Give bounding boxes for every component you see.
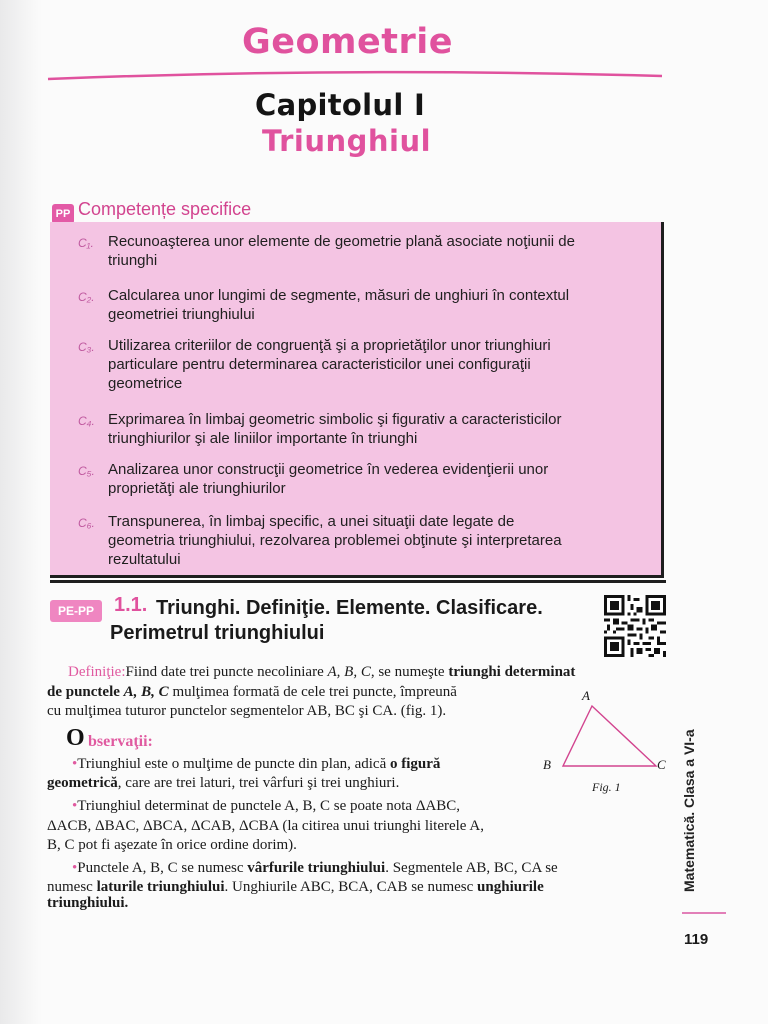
text: de punctele xyxy=(47,684,124,700)
observation-3-line-3 xyxy=(47,894,128,913)
vertex-label-c: C xyxy=(657,757,666,772)
observations-label: bservaţii: xyxy=(88,733,153,750)
text-line: rezultatului xyxy=(108,551,181,568)
observation-1-line-1 xyxy=(72,755,440,774)
competenta-number: C₅. xyxy=(78,464,95,478)
text: , care are trei laturi, trei vârfuri şi trei unghiuri. xyxy=(117,775,400,791)
competenta-text xyxy=(108,512,648,569)
text-line: triunghiurilor şi ale liniilor importante în triunghi xyxy=(108,430,418,447)
text-line: Recunoaşterea unor elemente de geometrie plană asociate noţiunii de xyxy=(108,233,575,250)
text-line: Utilizarea criteriilor de congruenţă şi a proprietăţilor unor triunghiuri xyxy=(108,337,551,354)
vertex-label-a: A xyxy=(582,688,590,703)
text: A, B, C xyxy=(123,684,169,700)
page-binding-edge xyxy=(0,0,42,1024)
text: Triunghiul determinat de punctele A, B, C se poate nota ΔABC, xyxy=(77,798,461,814)
chapter-subtitle: Triunghiul xyxy=(262,124,432,158)
text: Punctele A, B, C se numesc xyxy=(77,860,248,876)
bullet-icon: • xyxy=(72,798,78,814)
observation-3-line-1 xyxy=(72,859,558,878)
page-number: 119 xyxy=(684,931,709,948)
competenta-text xyxy=(108,460,648,498)
competenta-number: C₂. xyxy=(78,290,95,304)
competenta-text xyxy=(108,336,648,393)
figure-caption: Fig. 1 xyxy=(592,780,621,794)
bullet-icon: • xyxy=(72,756,78,772)
observation-1-line-2 xyxy=(47,774,399,793)
text: vârfurile triunghiului xyxy=(247,860,386,876)
vertex-label-b: B xyxy=(543,757,551,772)
text: . Unghiurile ABC, BCA, CAB se numesc xyxy=(224,879,478,895)
text-line: geometrice xyxy=(108,375,183,392)
part-title: Geometrie xyxy=(242,22,453,62)
text-line: proprietăţi ale triunghiurilor xyxy=(108,480,286,497)
competenta-text xyxy=(108,286,648,324)
qr-code[interactable] xyxy=(604,595,666,657)
text: numesc xyxy=(47,879,97,895)
definition-label: Definiţie: xyxy=(68,664,126,680)
section-number: 1.1. xyxy=(114,594,148,616)
text: triunghiului. xyxy=(47,895,129,911)
text-line: geometriei triunghiului xyxy=(108,306,255,323)
chapter-title: Capitolul I xyxy=(255,88,426,122)
text: A, B, C xyxy=(327,664,371,680)
section-title: Triunghi. Definiţie. Elemente. Clasificare. xyxy=(156,597,543,619)
text-line: Exprimarea în limbaj geometric simbolic şi figurativ a caracteristicilor xyxy=(108,411,562,428)
definition-line-1 xyxy=(68,663,575,682)
competenta-text xyxy=(108,410,648,448)
pp-badge: PP xyxy=(52,204,74,224)
text: Fiind date trei puncte necoliniare xyxy=(125,664,328,680)
text: . Segmentele AB, BC, CA se xyxy=(385,860,558,876)
title-underline xyxy=(48,70,662,82)
text: triunghi determinat xyxy=(448,664,576,680)
competenta-text xyxy=(108,232,648,270)
observation-2-line-2: ΔACB, ΔBAC, ΔBCA, ΔCAB, ΔCBA (la citirea unui triunghi literele A, xyxy=(47,818,484,834)
text-line: Analizarea unor construcţii geometrice în vederea evidenţierii unor xyxy=(108,461,549,478)
text: mulţimea formată de cele trei puncte, împreună xyxy=(168,684,457,700)
observation-2-line-3: B, C pot fi aşezate în orice ordine dorim). xyxy=(47,837,297,853)
competenta-number: C₁. xyxy=(78,236,94,250)
section-title-line2: Perimetrul triunghiului xyxy=(110,622,325,644)
bullet-icon: • xyxy=(72,860,78,876)
text-line: particulare pentru determinarea caracteristicilor unei configuraţii xyxy=(108,356,531,373)
competenta-number: C₄. xyxy=(78,414,95,428)
pe-pp-badge: PE-PP xyxy=(50,600,102,622)
competente-heading: Competențe specifice xyxy=(78,199,252,219)
text: o figură xyxy=(390,756,441,772)
definition-line-3: cu mulţimea tuturor punctelor segmentelor AB, BC şi CA. (fig. 1). xyxy=(47,703,447,719)
text-line: triunghi xyxy=(108,252,158,269)
observations-initial: O xyxy=(66,725,85,751)
text-line: Calcularea unor lungimi de segmente, măsuri de unghiuri în contextul xyxy=(108,287,570,304)
observation-2-line-1 xyxy=(72,797,460,816)
section-divider xyxy=(50,580,666,583)
text: geometrică xyxy=(47,775,118,791)
competenta-number: C₃. xyxy=(78,340,95,354)
text-line: Transpunerea, în limbaj specific, a unei situaţii date legate de xyxy=(108,513,515,530)
competente-box xyxy=(50,222,664,578)
definition-line-2 xyxy=(47,683,457,702)
competenta-number: C₆. xyxy=(78,516,95,530)
book-sidebar-label: Matematică. Clasa a VI-a xyxy=(681,729,697,892)
text: unghiurile xyxy=(477,879,544,895)
text-line: geometria triunghiului, rezolvarea problemei obţinute şi interpretarea xyxy=(108,532,562,549)
text: Triunghiul este o mulţime de puncte din plan, adică xyxy=(77,756,390,772)
text: , se numeşte xyxy=(370,664,449,680)
text: laturile triunghiului xyxy=(96,879,225,895)
sidebar-rule xyxy=(682,912,726,914)
